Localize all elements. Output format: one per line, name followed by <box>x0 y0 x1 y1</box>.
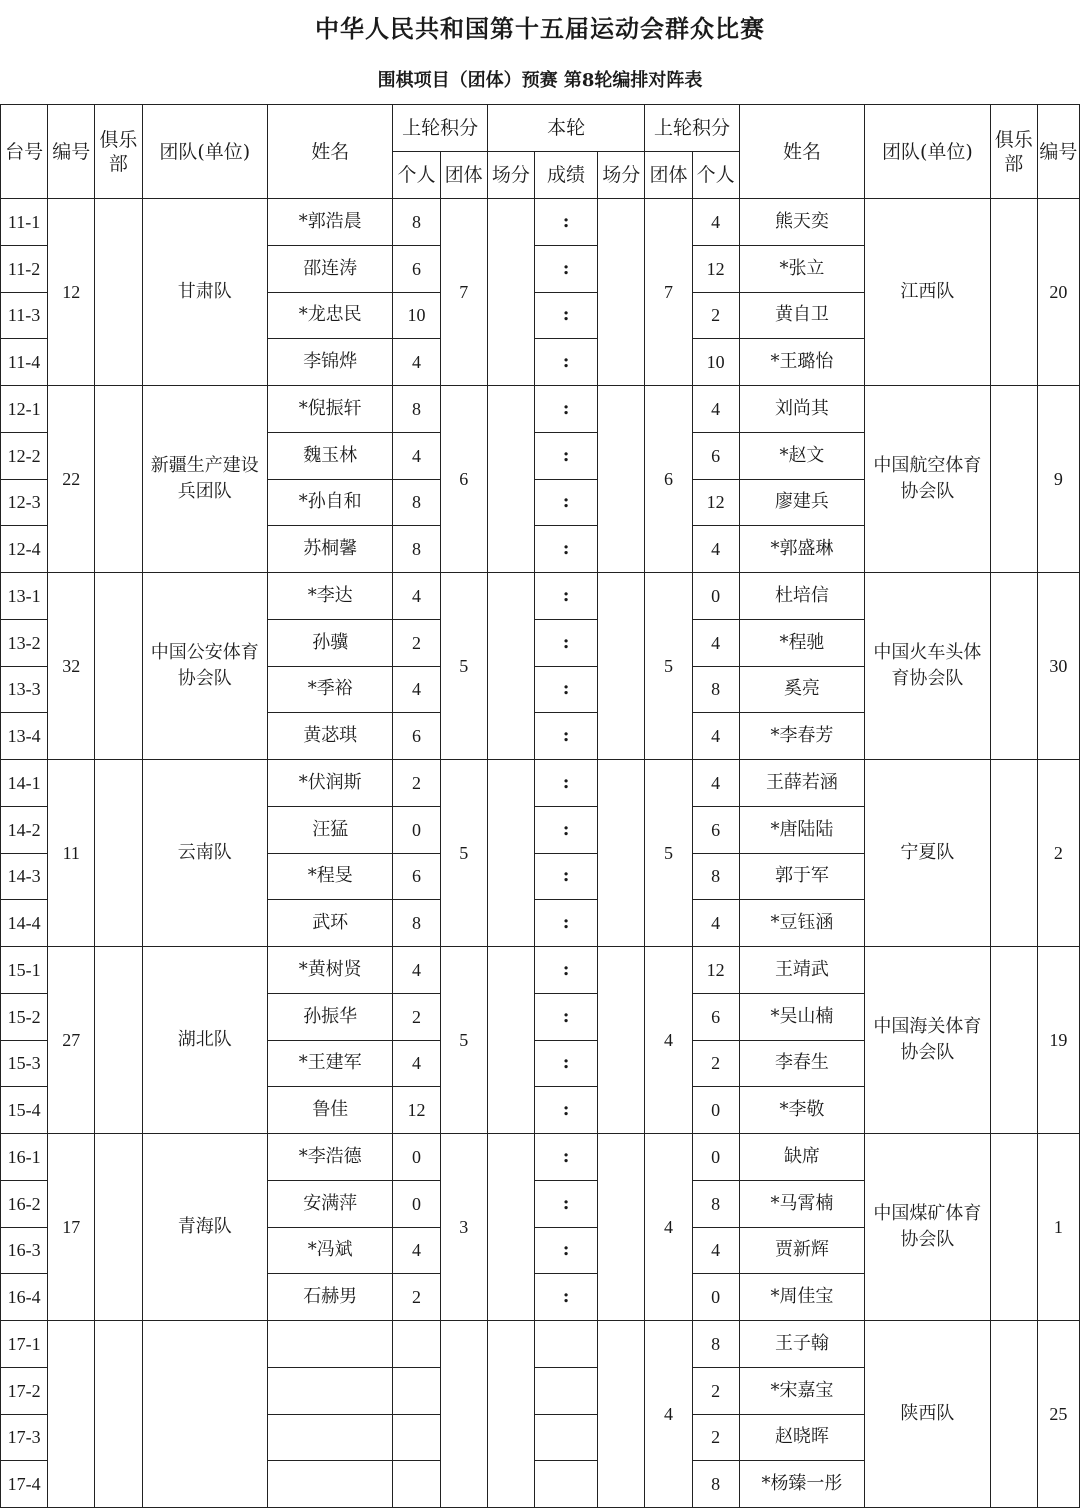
team-number-right: 2 <box>1037 760 1079 947</box>
player-score-left: 0 <box>393 1134 440 1181</box>
result-cell: : <box>534 339 597 386</box>
player-score-left: 4 <box>393 339 440 386</box>
player-name-right: *李敬 <box>739 1087 864 1134</box>
player-score-left: 4 <box>393 666 440 713</box>
result-cell <box>534 1321 597 1368</box>
team-name-left: 青海队 <box>142 1134 267 1321</box>
player-score-left: 4 <box>393 1040 440 1087</box>
team-number-left: 12 <box>48 199 95 386</box>
player-score-right: 0 <box>692 1134 739 1181</box>
player-score-right: 12 <box>692 947 739 994</box>
team-name-left <box>142 1321 267 1508</box>
player-score-left: 8 <box>393 479 440 526</box>
header-individual-right: 个人 <box>692 152 739 199</box>
player-name-left: *李浩德 <box>267 1134 392 1181</box>
player-name-left: 安满萍 <box>267 1180 392 1227</box>
header-club-right: 俱乐部 <box>990 105 1037 199</box>
header-points-left: 场分 <box>487 152 534 199</box>
player-name-right: 贾新辉 <box>739 1227 864 1274</box>
result-cell: : <box>534 432 597 479</box>
match-points-left <box>487 573 534 760</box>
header-points-right: 场分 <box>598 152 645 199</box>
club-left <box>95 947 142 1134</box>
header-club: 俱乐部 <box>95 105 142 199</box>
player-name-left: *伏润斯 <box>267 760 392 807</box>
player-score-right: 8 <box>692 1461 739 1508</box>
team-score-left: 5 <box>440 760 487 947</box>
header-row-1 <box>1 105 1080 152</box>
player-score-right: 6 <box>692 993 739 1040</box>
player-score-left <box>393 1461 440 1508</box>
header-individual-left: 个人 <box>393 152 440 199</box>
player-name-right: *马霄楠 <box>739 1180 864 1227</box>
team-score-left: 5 <box>440 573 487 760</box>
header-prev-score-left: 上轮积分 <box>393 105 487 152</box>
board-number: 14-1 <box>1 760 48 807</box>
match-points-right <box>598 199 645 386</box>
club-right <box>990 1134 1037 1321</box>
team-score-right: 6 <box>645 386 692 573</box>
pairing-body <box>1 199 1080 1508</box>
team-number-left: 27 <box>48 947 95 1134</box>
player-name-left: *黄树贤 <box>267 947 392 994</box>
table-row <box>1 386 1080 433</box>
board-number: 13-4 <box>1 713 48 760</box>
player-name-left <box>267 1321 392 1368</box>
player-score-left: 2 <box>393 760 440 807</box>
pairing-table <box>0 104 1080 1508</box>
board-number: 13-3 <box>1 666 48 713</box>
match-points-right <box>598 1321 645 1508</box>
player-name-right: 奚亮 <box>739 666 864 713</box>
result-cell: : <box>534 573 597 620</box>
team-name-right: 陕西队 <box>865 1321 990 1508</box>
result-cell: : <box>534 619 597 666</box>
player-name-left: *郭浩晨 <box>267 199 392 246</box>
team-number-left <box>48 1321 95 1508</box>
board-number: 11-3 <box>1 292 48 339</box>
team-name-left: 甘肃队 <box>142 199 267 386</box>
team-name-right: 宁夏队 <box>865 760 990 947</box>
board-number: 13-1 <box>1 573 48 620</box>
board-number: 11-4 <box>1 339 48 386</box>
result-cell: : <box>534 479 597 526</box>
player-name-right: *周佳宝 <box>739 1274 864 1321</box>
player-score-left: 8 <box>393 526 440 573</box>
header-table-no: 台号 <box>1 105 48 199</box>
player-score-right: 4 <box>692 760 739 807</box>
team-name-right: 中国海关体育协会队 <box>865 947 990 1134</box>
player-score-left: 4 <box>393 1227 440 1274</box>
team-name-right: 中国煤矿体育协会队 <box>865 1134 990 1321</box>
board-number: 15-2 <box>1 993 48 1040</box>
board-number: 12-3 <box>1 479 48 526</box>
player-name-left <box>267 1414 392 1461</box>
player-score-left: 2 <box>393 619 440 666</box>
match-points-left <box>487 760 534 947</box>
board-number: 15-3 <box>1 1040 48 1087</box>
player-name-right: 王子翰 <box>739 1321 864 1368</box>
player-score-left: 10 <box>393 292 440 339</box>
board-number: 14-3 <box>1 853 48 900</box>
match-points-right <box>598 386 645 573</box>
team-name-left: 云南队 <box>142 760 267 947</box>
team-score-left: 3 <box>440 1134 487 1321</box>
player-score-right: 10 <box>692 339 739 386</box>
player-score-left <box>393 1321 440 1368</box>
club-right <box>990 760 1037 947</box>
match-points-left <box>487 1321 534 1508</box>
player-score-right: 4 <box>692 900 739 947</box>
player-name-left: 孙骥 <box>267 619 392 666</box>
team-score-right: 5 <box>645 573 692 760</box>
club-left <box>95 1134 142 1321</box>
player-score-left: 6 <box>393 853 440 900</box>
player-name-right: 黄自卫 <box>739 292 864 339</box>
match-points-right <box>598 947 645 1134</box>
player-score-right: 2 <box>692 1414 739 1461</box>
player-name-left: 石赫男 <box>267 1274 392 1321</box>
match-points-right <box>598 573 645 760</box>
player-score-left: 4 <box>393 432 440 479</box>
header-team: 团队(单位) <box>142 105 267 199</box>
table-row <box>1 947 1080 994</box>
player-name-right: 刘尚其 <box>739 386 864 433</box>
player-name-left <box>267 1367 392 1414</box>
team-score-right: 7 <box>645 199 692 386</box>
header-prev-score-right: 上轮积分 <box>645 105 739 152</box>
header-this-round: 本轮 <box>487 105 645 152</box>
player-score-left: 4 <box>393 947 440 994</box>
board-number: 16-2 <box>1 1180 48 1227</box>
result-cell: : <box>534 245 597 292</box>
team-number-right: 1 <box>1037 1134 1079 1321</box>
board-number: 17-1 <box>1 1321 48 1368</box>
player-name-right: *豆钰涵 <box>739 900 864 947</box>
result-cell: : <box>534 853 597 900</box>
result-cell <box>534 1461 597 1508</box>
club-left <box>95 386 142 573</box>
match-points-left <box>487 386 534 573</box>
player-score-right: 4 <box>692 199 739 246</box>
club-left <box>95 760 142 947</box>
player-score-right: 8 <box>692 1180 739 1227</box>
player-name-left: 武环 <box>267 900 392 947</box>
board-number: 14-2 <box>1 806 48 853</box>
player-name-right: *唐陆陆 <box>739 806 864 853</box>
result-cell: : <box>534 1180 597 1227</box>
player-score-right: 2 <box>692 1040 739 1087</box>
player-score-right: 8 <box>692 1321 739 1368</box>
player-score-right: 12 <box>692 479 739 526</box>
club-right <box>990 386 1037 573</box>
player-name-left: *倪振轩 <box>267 386 392 433</box>
team-number-right: 9 <box>1037 386 1079 573</box>
board-number: 17-3 <box>1 1414 48 1461</box>
player-name-right: *王璐怡 <box>739 339 864 386</box>
board-number: 16-3 <box>1 1227 48 1274</box>
result-cell: : <box>534 292 597 339</box>
match-points-right <box>598 1134 645 1321</box>
team-name-right: 江西队 <box>865 199 990 386</box>
player-score-left: 6 <box>393 713 440 760</box>
player-score-right: 0 <box>692 1274 739 1321</box>
player-score-right: 8 <box>692 666 739 713</box>
result-cell: : <box>534 713 597 760</box>
board-number: 16-1 <box>1 1134 48 1181</box>
player-score-right: 2 <box>692 292 739 339</box>
player-score-right: 4 <box>692 1227 739 1274</box>
board-number: 13-2 <box>1 619 48 666</box>
club-left <box>95 1321 142 1508</box>
player-score-left: 4 <box>393 573 440 620</box>
result-cell: : <box>534 760 597 807</box>
result-cell: : <box>534 900 597 947</box>
player-name-right: 王靖武 <box>739 947 864 994</box>
header-team-score-right: 团体 <box>645 152 692 199</box>
header-team-right: 团队(单位) <box>865 105 990 199</box>
player-name-right: 熊天奕 <box>739 199 864 246</box>
player-name-right: 郭于军 <box>739 853 864 900</box>
player-name-right: 赵晓晖 <box>739 1414 864 1461</box>
player-score-right: 4 <box>692 713 739 760</box>
match-points-left <box>487 1134 534 1321</box>
result-cell: : <box>534 1040 597 1087</box>
player-score-right: 6 <box>692 806 739 853</box>
result-cell: : <box>534 666 597 713</box>
player-name-right: 杜培信 <box>739 573 864 620</box>
result-cell: : <box>534 526 597 573</box>
player-name-left: 汪猛 <box>267 806 392 853</box>
player-name-left: *冯斌 <box>267 1227 392 1274</box>
team-score-right: 4 <box>645 1321 692 1508</box>
player-name-right: *宋嘉宝 <box>739 1367 864 1414</box>
team-name-right: 中国火车头体育协会队 <box>865 573 990 760</box>
club-right <box>990 573 1037 760</box>
player-score-left: 8 <box>393 199 440 246</box>
player-name-left: 孙振华 <box>267 993 392 1040</box>
team-score-left: 7 <box>440 199 487 386</box>
team-score-right: 4 <box>645 947 692 1134</box>
player-name-left: *王建军 <box>267 1040 392 1087</box>
header-name: 姓名 <box>267 105 392 199</box>
team-number-left: 17 <box>48 1134 95 1321</box>
player-name-right: *赵文 <box>739 432 864 479</box>
team-number-left: 32 <box>48 573 95 760</box>
player-score-right: 0 <box>692 1087 739 1134</box>
team-score-left <box>440 1321 487 1508</box>
board-number: 14-4 <box>1 900 48 947</box>
player-name-left: 魏玉林 <box>267 432 392 479</box>
team-number-left: 11 <box>48 760 95 947</box>
player-name-left: *季裕 <box>267 666 392 713</box>
result-cell: : <box>534 947 597 994</box>
table-row <box>1 199 1080 246</box>
player-name-left: *孙自和 <box>267 479 392 526</box>
player-score-left: 2 <box>393 993 440 1040</box>
player-name-right: *张立 <box>739 245 864 292</box>
player-score-left: 2 <box>393 1274 440 1321</box>
player-score-right: 2 <box>692 1367 739 1414</box>
result-cell <box>534 1367 597 1414</box>
player-name-right: 李春生 <box>739 1040 864 1087</box>
board-number: 15-1 <box>1 947 48 994</box>
club-right <box>990 199 1037 386</box>
header-team-no-right: 编号 <box>1037 105 1079 199</box>
player-name-left: 黄苾琪 <box>267 713 392 760</box>
player-name-right: *吴山楠 <box>739 993 864 1040</box>
page-title: 中华人民共和国第十五届运动会群众比赛 <box>315 14 765 43</box>
board-number: 11-1 <box>1 199 48 246</box>
player-name-right: 缺席 <box>739 1134 864 1181</box>
player-name-right: *程驰 <box>739 619 864 666</box>
player-score-right: 6 <box>692 432 739 479</box>
team-number-right: 30 <box>1037 573 1079 760</box>
board-number: 15-4 <box>1 1087 48 1134</box>
team-number-right: 19 <box>1037 947 1079 1134</box>
team-name-left: 湖北队 <box>142 947 267 1134</box>
player-name-right: *李春芳 <box>739 713 864 760</box>
result-cell <box>534 1414 597 1461</box>
table-row <box>1 1134 1080 1181</box>
board-number: 17-4 <box>1 1461 48 1508</box>
team-score-left: 5 <box>440 947 487 1134</box>
table-row <box>1 573 1080 620</box>
club-left <box>95 573 142 760</box>
header-team-score-left: 团体 <box>440 152 487 199</box>
player-name-right: 廖建兵 <box>739 479 864 526</box>
table-row <box>1 760 1080 807</box>
player-name-right: *杨臻一彤 <box>739 1461 864 1508</box>
player-score-right: 4 <box>692 386 739 433</box>
player-score-left: 8 <box>393 900 440 947</box>
board-number: 16-4 <box>1 1274 48 1321</box>
player-score-left: 0 <box>393 806 440 853</box>
result-cell: : <box>534 1087 597 1134</box>
player-name-left: 鲁佳 <box>267 1087 392 1134</box>
player-score-left: 0 <box>393 1180 440 1227</box>
player-score-left <box>393 1414 440 1461</box>
player-score-right: 4 <box>692 526 739 573</box>
player-name-left: *李达 <box>267 573 392 620</box>
team-number-right: 25 <box>1037 1321 1079 1508</box>
result-cell: : <box>534 199 597 246</box>
match-points-left <box>487 199 534 386</box>
result-cell: : <box>534 806 597 853</box>
result-cell: : <box>534 386 597 433</box>
page-subtitle: 围棋项目（团体）预赛 第8轮编排对阵表 <box>377 70 703 91</box>
team-number-left: 22 <box>48 386 95 573</box>
player-score-left <box>393 1367 440 1414</box>
player-score-left: 6 <box>393 245 440 292</box>
player-score-right: 4 <box>692 619 739 666</box>
team-name-left: 中国公安体育协会队 <box>142 573 267 760</box>
team-name-left: 新疆生产建设兵团队 <box>142 386 267 573</box>
player-score-left: 12 <box>393 1087 440 1134</box>
board-number: 12-1 <box>1 386 48 433</box>
result-cell: : <box>534 1227 597 1274</box>
player-name-left: 李锦烨 <box>267 339 392 386</box>
match-points-right <box>598 760 645 947</box>
club-left <box>95 199 142 386</box>
header-result: 成绩 <box>534 152 597 199</box>
player-score-right: 12 <box>692 245 739 292</box>
player-name-right: *郭盛琳 <box>739 526 864 573</box>
board-number: 17-2 <box>1 1367 48 1414</box>
team-number-right: 20 <box>1037 199 1079 386</box>
club-right <box>990 1321 1037 1508</box>
header-team-no: 编号 <box>48 105 95 199</box>
board-number: 12-4 <box>1 526 48 573</box>
header-name-right: 姓名 <box>739 105 864 199</box>
player-name-left: 苏桐馨 <box>267 526 392 573</box>
club-right <box>990 947 1037 1134</box>
player-name-left: 邵连涛 <box>267 245 392 292</box>
result-cell: : <box>534 993 597 1040</box>
match-points-left <box>487 947 534 1134</box>
team-name-right: 中国航空体育协会队 <box>865 386 990 573</box>
team-score-left: 6 <box>440 386 487 573</box>
board-number: 11-2 <box>1 245 48 292</box>
player-name-left: *程旻 <box>267 853 392 900</box>
table-row <box>1 1321 1080 1368</box>
result-cell: : <box>534 1134 597 1181</box>
team-score-right: 4 <box>645 1134 692 1321</box>
board-number: 12-2 <box>1 432 48 479</box>
result-cell: : <box>534 1274 597 1321</box>
player-name-left <box>267 1461 392 1508</box>
player-score-left: 8 <box>393 386 440 433</box>
player-name-left: *龙忠民 <box>267 292 392 339</box>
player-score-right: 0 <box>692 573 739 620</box>
player-name-right: 王薛若涵 <box>739 760 864 807</box>
player-score-right: 8 <box>692 853 739 900</box>
team-score-right: 5 <box>645 760 692 947</box>
